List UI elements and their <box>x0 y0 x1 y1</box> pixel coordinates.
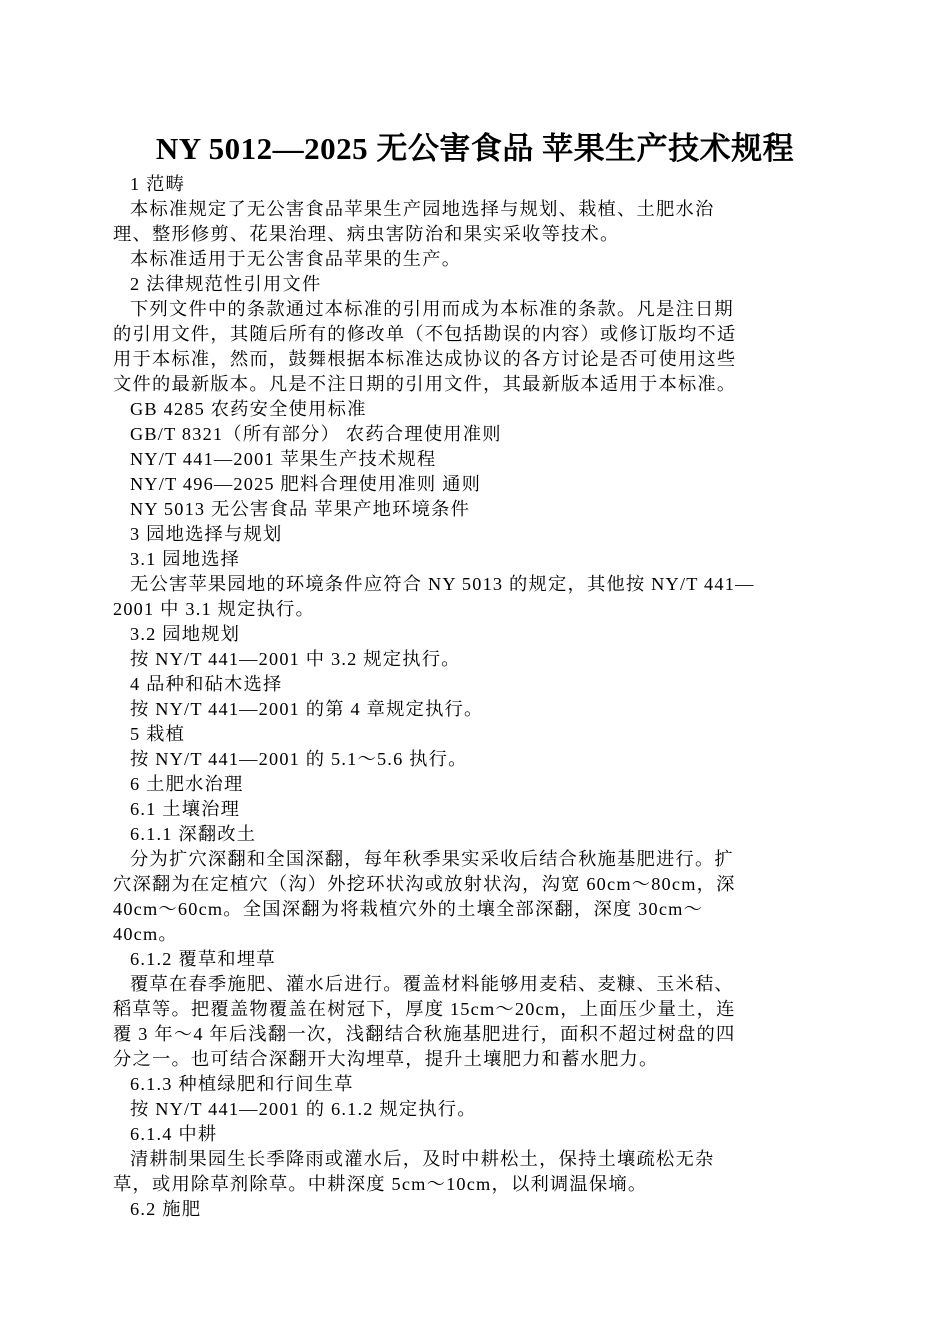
text-line: GB/T 8321（所有部分） 农药合理使用准则 <box>130 424 502 444</box>
text-line: NY/T 441—2001 苹果生产技术规程 <box>130 449 437 469</box>
text-line: NY 5013 无公害食品 苹果产地环境条件 <box>130 499 471 519</box>
text-line: 穴深翻为在定植穴（沟）外挖环状沟或放射状沟，沟宽 60cm～80cm，深 <box>113 874 736 894</box>
text-line: 本标准适用于无公害食品苹果的生产。 <box>130 249 462 269</box>
text-line: 稻草等。把覆盖物覆盖在树冠下，厚度 15cm～20cm，上面压少量土，连 <box>113 999 736 1019</box>
document-body <box>113 172 833 1222</box>
text-line: 5 栽植 <box>130 724 186 744</box>
text-line: 4 品种和砧木选择 <box>130 674 283 694</box>
text-line: 文件的最新版本。凡是不注日期的引用文件，其最新版本适用于本标准。 <box>113 374 737 394</box>
text-line: 下列文件中的条款通过本标准的引用而成为本标准的条款。凡是注日期 <box>130 299 734 319</box>
text-line: 1 范畴 <box>130 174 186 194</box>
text-line: 的引用文件，其随后所有的修改单（不包括勘误的内容）或修订版均不适 <box>113 324 737 344</box>
text-line: 6.1.2 覆草和埋草 <box>130 949 276 969</box>
text-line: 按 NY/T 441—2001 中 3.2 规定执行。 <box>130 649 461 669</box>
text-line: 理、整形修剪、花果治理、病虫害防治和果实采收等技术。 <box>113 224 620 244</box>
text-line: 无公害苹果园地的环境条件应符合 NY 5013 的规定，其他按 NY/T 441— <box>130 574 755 594</box>
text-line: 按 NY/T 441—2001 的 5.1～5.6 执行。 <box>130 749 468 769</box>
text-line: 6.1.4 中耕 <box>130 1124 218 1144</box>
text-line: 2 法律规范性引用文件 <box>130 274 322 294</box>
text-line: 3 园地选择与规划 <box>130 524 283 544</box>
text-line: 40cm～60cm。全国深翻为将栽植穴外的土壤全部深翻，深度 30cm～ <box>113 899 704 919</box>
text-line: GB 4285 农药安全使用标准 <box>130 399 367 419</box>
text-line: 清耕制果园生长季降雨或灌水后，及时中耕松土，保持土壤疏松无杂 <box>130 1149 715 1169</box>
text-line: 按 NY/T 441—2001 的 6.1.2 规定执行。 <box>130 1099 477 1119</box>
text-line: 6.1.1 深翻改土 <box>130 824 257 844</box>
text-line: 按 NY/T 441—2001 的第 4 章规定执行。 <box>130 699 484 719</box>
text-line: 6 土肥水治理 <box>130 774 244 794</box>
document-title: NY 5012—2025 无公害食品 苹果生产技术规程 <box>155 131 795 166</box>
text-line: 3.1 园地选择 <box>130 549 241 569</box>
text-line: 分为扩穴深翻和全国深翻，每年秋季果实采收后结合秋施基肥进行。扩 <box>130 849 734 869</box>
text-line: 6.1 土壤治理 <box>130 799 241 819</box>
text-line: 2001 中 3.1 规定执行。 <box>113 599 316 619</box>
text-line: 6.1.3 种植绿肥和行间生草 <box>130 1074 354 1094</box>
text-line: 3.2 园地规划 <box>130 624 241 644</box>
text-line: 分之一。也可结合深翻开大沟埋草，提升土壤肥力和蓄水肥力。 <box>113 1049 659 1069</box>
text-line: 本标准规定了无公害食品苹果生产园地选择与规划、栽植、土肥水治 <box>130 199 715 219</box>
text-line: 草，或用除草剂除草。中耕深度 5cm～10cm，以利调温保墒。 <box>113 1174 648 1194</box>
text-line: 40cm。 <box>113 924 178 944</box>
text-line: 覆 3 年～4 年后浅翻一次，浅翻结合秋施基肥进行，面积不超过树盘的四 <box>113 1024 736 1044</box>
text-line: NY/T 496—2025 肥料合理使用准则 通则 <box>130 474 482 494</box>
text-line: 用于本标准，然而，鼓舞根据本标准达成协议的各方讨论是否可使用这些 <box>113 349 737 369</box>
text-line: 6.2 施肥 <box>130 1199 202 1219</box>
text-line: 覆草在春季施肥、灌水后进行。覆盖材料能够用麦秸、麦糠、玉米秸、 <box>130 974 734 994</box>
